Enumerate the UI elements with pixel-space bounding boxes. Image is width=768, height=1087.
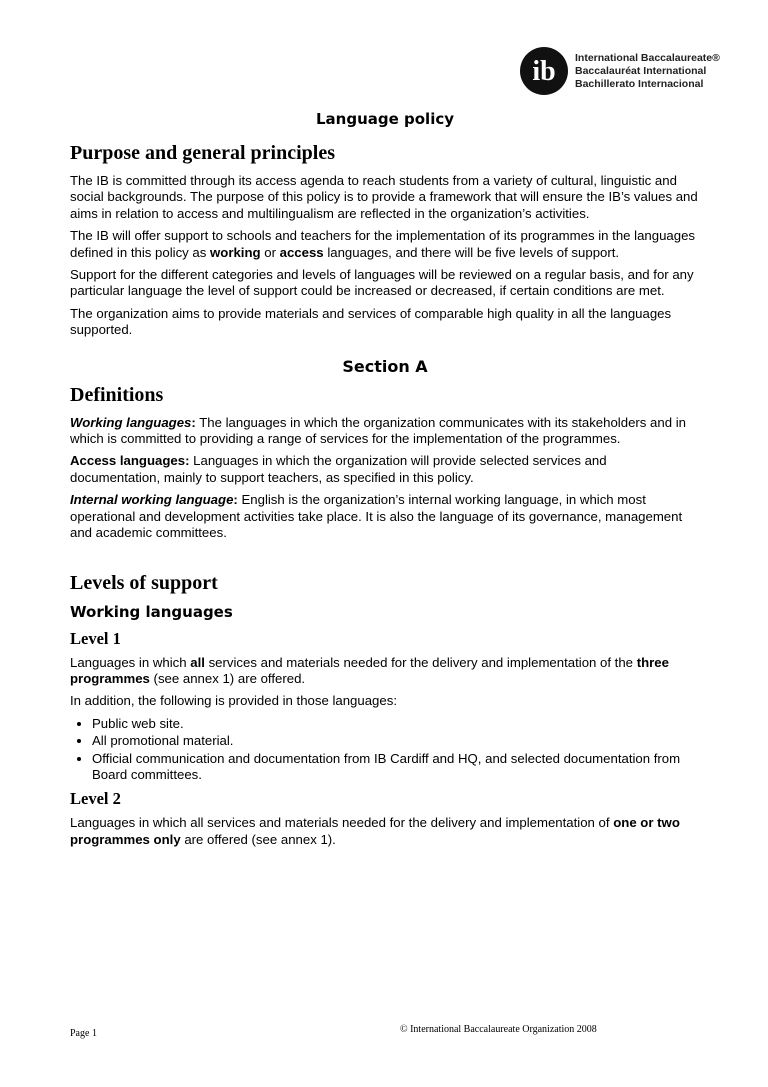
- level-1-addition: In addition, the following is provided in those languages:: [70, 693, 397, 709]
- working-languages-heading: Working languages: [70, 602, 233, 621]
- ib-logo-letters: ib: [532, 56, 556, 87]
- copyright-notice: © International Baccalaureate Organization 2008: [400, 1024, 597, 1035]
- ib-logo-icon: [519, 46, 569, 96]
- section-a-title: Section A: [342, 356, 428, 376]
- definitions-heading: Definitions: [70, 383, 164, 406]
- ib-logo: [519, 46, 720, 96]
- purpose-paragraph-4: The organization aims to provide materials and services of comparable high quality in all the languages supported.: [70, 305, 672, 338]
- level-2-paragraph: Languages in which all services and materials needed for the delivery and implementation of one or two programmes only are offered (see annex 1).: [70, 815, 680, 847]
- document-body: [70, 110, 700, 854]
- logo-line-3: Bachillerato Internacional: [575, 77, 704, 90]
- logo-line-2: Baccalauréat International: [575, 64, 707, 77]
- list-item: • All promotional material.: [92, 733, 700, 749]
- level-1-heading: Level 1: [70, 628, 121, 648]
- document-title: Language policy: [315, 110, 455, 128]
- purpose-heading: Purpose and general principles: [70, 142, 336, 164]
- purpose-paragraph-3: Support for the different categories and levels of languages will be reviewed on a regular basis, and for any particular language the level of support could be increased or decreased, if certain conditions are met.: [70, 267, 694, 299]
- definition-access: Access languages: Languages in which the organization will provide selected services and documentation, mainly to support teachers, as specified in this policy.: [70, 453, 607, 485]
- ib-logo-text: [575, 52, 720, 91]
- purpose-paragraph-1: The IB is committed through its access agenda to reach students from a variety of cultural, linguistic and social backgrounds. The purpose of this policy is to provide a framework that will ensure the IB’s values and aims in relation to access and multilingualism are reflected in the organization’s activities.: [70, 173, 698, 221]
- list-item: • Public web site.: [92, 716, 700, 732]
- definition-working: Working languages: The languages in which the organization communicates with its stakeholders and in which is committed to providing a range of services for the implementation of the programmes.: [70, 414, 686, 447]
- levels-heading: Levels of support: [70, 571, 218, 594]
- purpose-paragraph-2: The IB will offer support to schools and teachers for the implementation of its programmes in the languages defined in this policy as working or access languages, and there will be five levels of support.: [70, 228, 696, 260]
- page-number: Page 1: [70, 1028, 97, 1039]
- level-2-heading: Level 2: [70, 789, 121, 809]
- list-item: • Official communication and documentation from IB Cardiff and HQ, and selected documentation from Board committees.: [92, 751, 700, 784]
- level-1-list: [70, 716, 700, 784]
- level-1-paragraph: Languages in which all services and materials needed for the delivery and implementation of the three programmes (see annex 1) are offered.: [70, 654, 669, 686]
- definition-internal: Internal working language: English is the organization’s internal working language, in which most operational and development activities take place. It is also the language of its governance, management and academic committees.: [70, 492, 683, 541]
- logo-line-1: International Baccalaureate®: [575, 51, 720, 64]
